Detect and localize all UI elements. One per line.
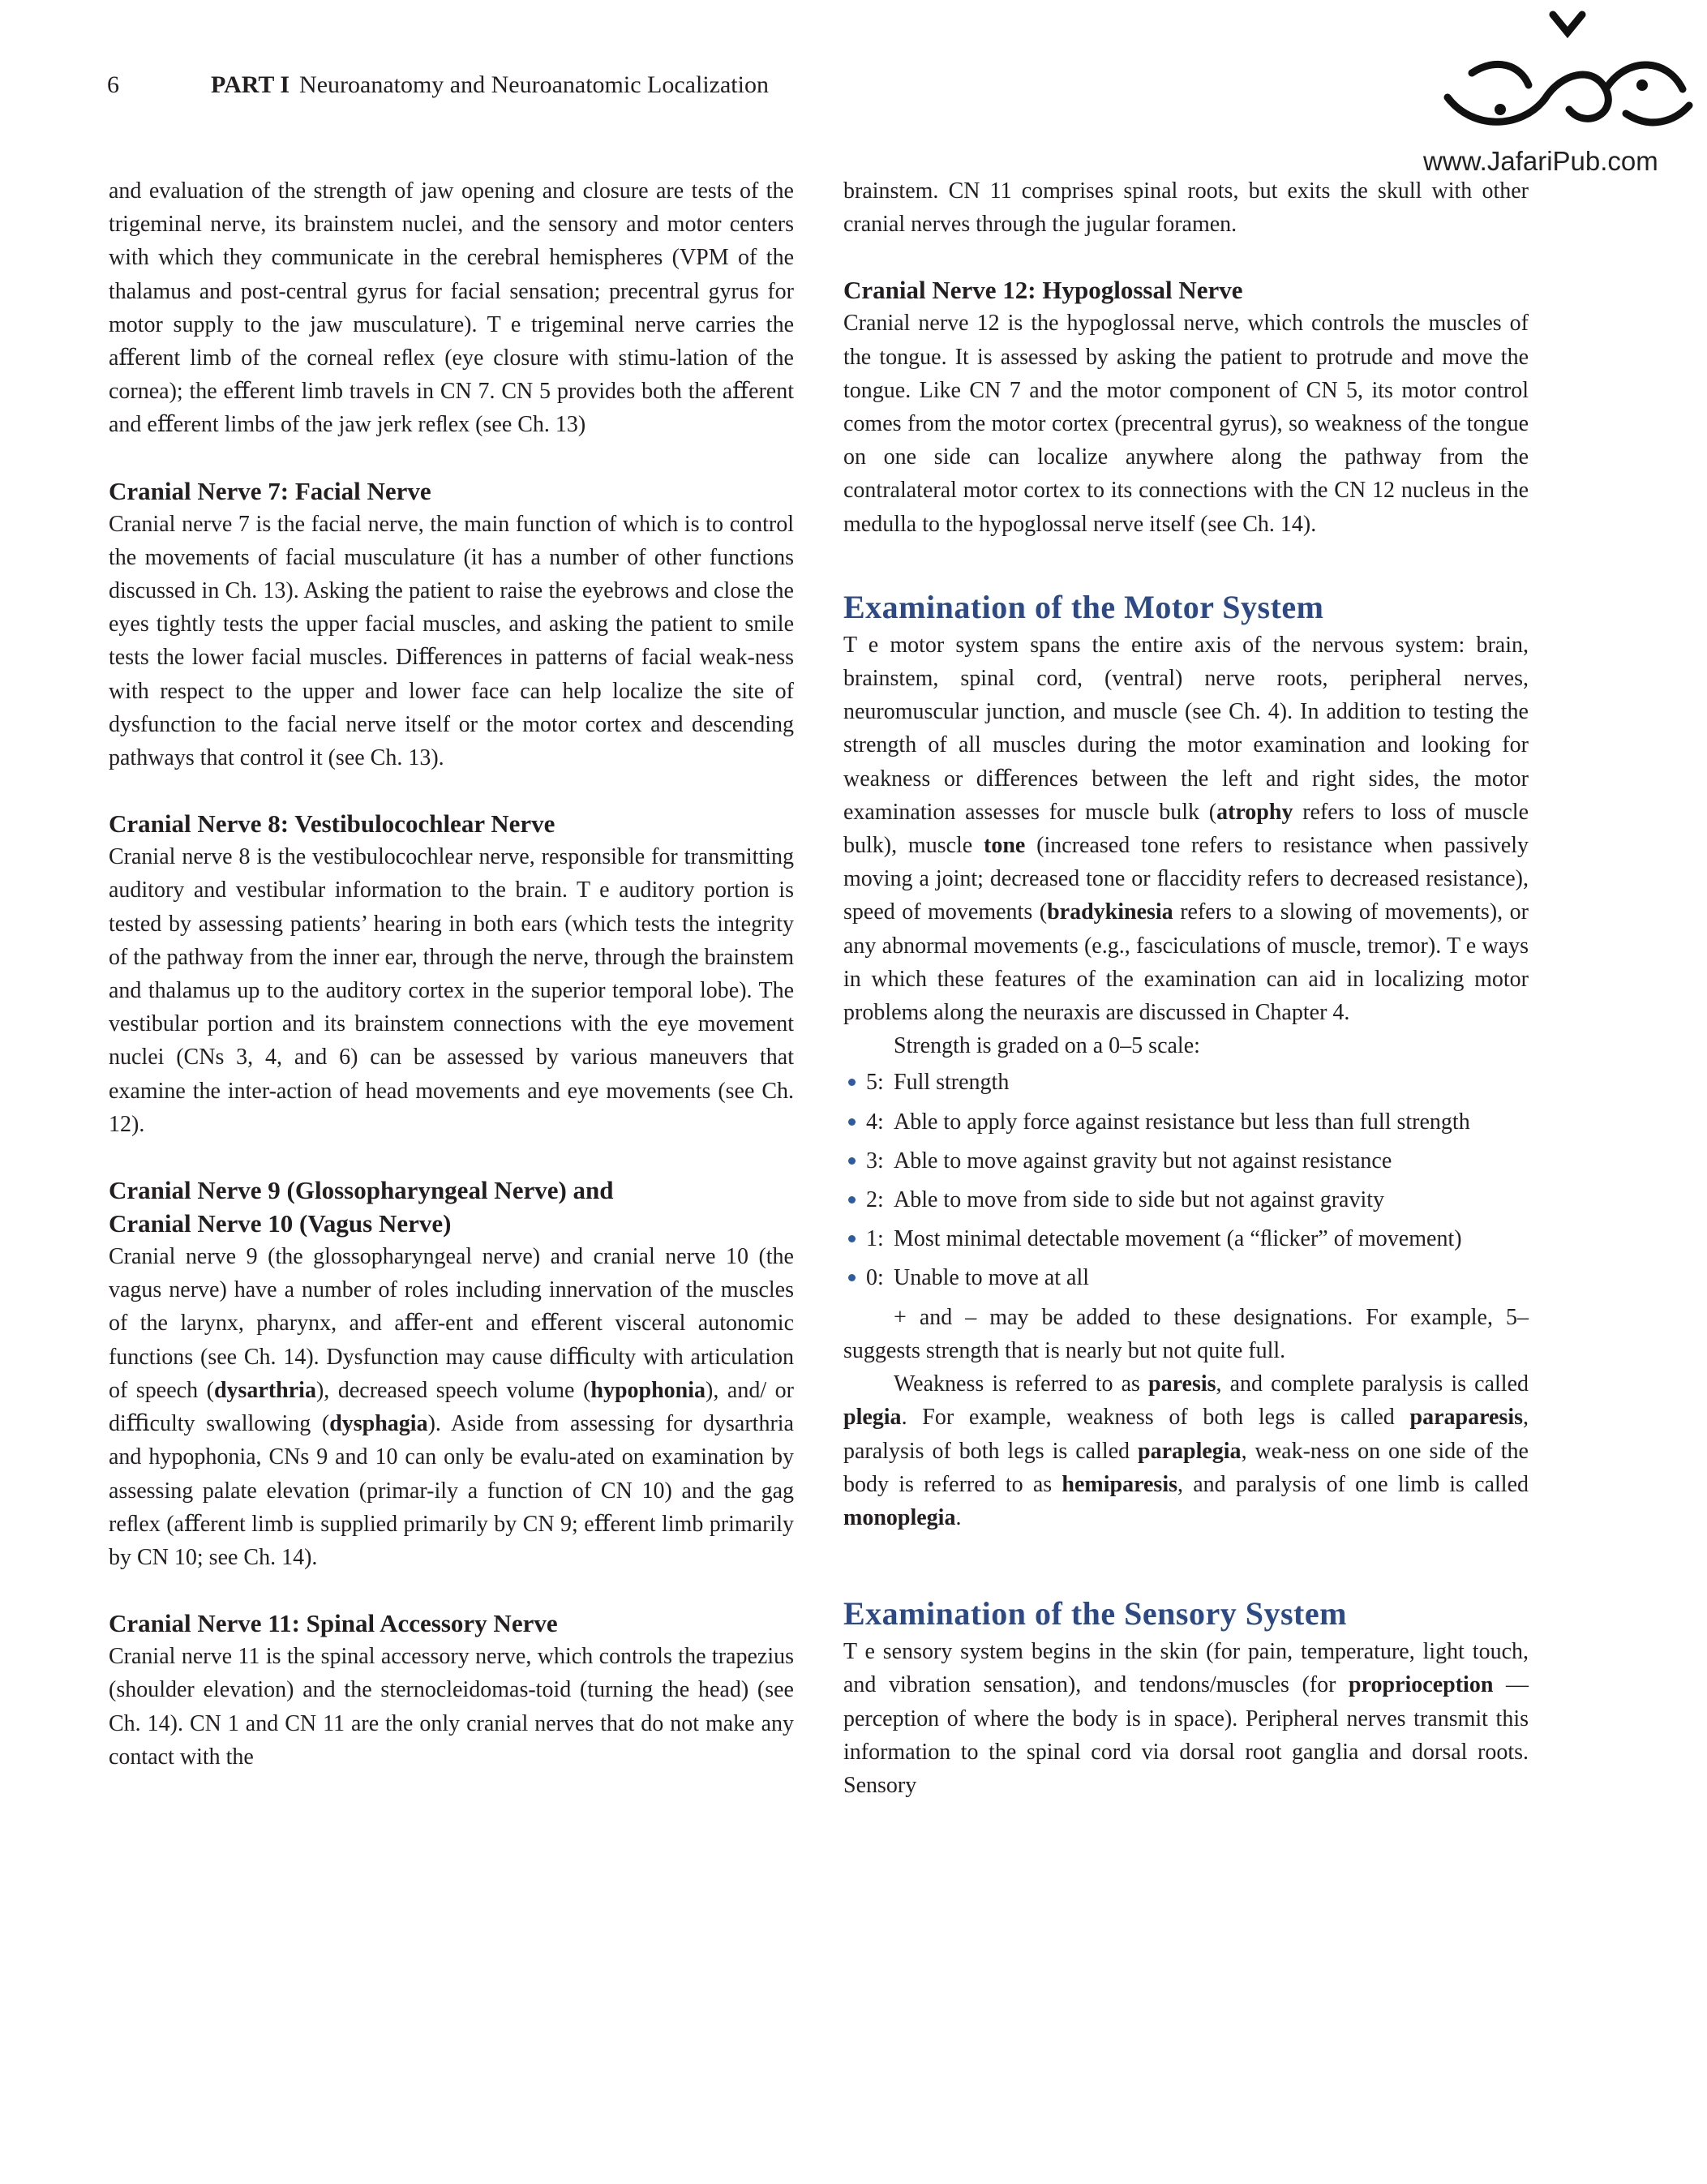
- page-number: 6: [107, 71, 119, 98]
- strength-scale-intro: Strength is graded on a 0–5 scale:: [894, 1033, 1200, 1059]
- term-tone: tone: [984, 833, 1026, 859]
- strength-scale-list: [843, 1066, 1529, 1294]
- left-column: [109, 174, 794, 1774]
- heading-cn9-line1: Cranial Nerve 9 (Glossopharyngeal Nerve) and: [109, 1176, 614, 1205]
- part-title: Neuroanatomy and Neuroanatomic Localization: [299, 71, 769, 98]
- paragraph-weakness-terms: Weakness is referred to as paresis, and complete paralysis is called plegia. For example, weakness of both legs is called paraparesis, paralysis of both legs is called paraplegia, weak-ness on one side of the body is referred to as hemiparesis, and paralysis of one limb is called monoplegia.: [843, 1371, 1529, 1530]
- term-paresis: paresis: [1148, 1371, 1216, 1397]
- list-item: 4: Able to apply force against resistance but less than full strength: [843, 1105, 1529, 1139]
- paragraph-motor-system: T e motor system spans the entire axis of the nervous system: brain, brainstem, spinal cord, (ventral) nerve roots, peripheral nerves, neuromuscular junction, and muscle (see Ch. 4). In addition to testing the strength of all muscles during the motor examination and looking for weakness or diﬀerences between the left and right sides, the motor examination assesses for muscle bulk (atrophy refers to loss of muscle bulk), muscle tone (increased tone refers to resistance when passively moving a joint; decreased tone or ﬂaccidity refers to decreased resistance), speed of movements (bradykinesia refers to a slowing of movements), or any abnormal movements (e.g., fasciculations of muscle, tremor). T e ways in which these features of the examination can aid in localizing motor problems along the neuraxis are discussed in Chapter 4.: [843, 632, 1529, 1026]
- heading-cn8: Cranial Nerve 8: Vestibulocochlear Nerve: [109, 809, 555, 839]
- paragraph-cn11: Cranial nerve 11 is the spinal accessory nerve, which controls the trapezius (shoulder elevation) and the sternocleidomas-toid (turning the head) (see Ch. 14). CN 1 and CN 11 are the only cranial nerves that do not make any contact with the: [109, 1644, 794, 1770]
- bullet-icon: [848, 1157, 856, 1165]
- part-label: PART I: [211, 71, 290, 98]
- list-item: 0: Unable to move at all: [843, 1261, 1529, 1294]
- paragraph-cn8: Cranial nerve 8 is the vestibulocochlear nerve, responsible for transmitting auditory and vestibular information to the brain. T e auditory portion is tested by assessing patients’ hearing in both ears (which tests the integrity of the pathway from the inner ear, through the nerve, through the brainstem and thalamus up to the auditory cortex in the superior temporal lobe). The vestibular portion and its brainstem connections with the eye movement nuclei (CNs 3, 4, and 6) can be assessed by various maneuvers that examine the inter-action of head movements and eye movements (see Ch. 12).: [109, 844, 794, 1137]
- bullet-icon: [848, 1196, 856, 1204]
- paragraph-cn12: Cranial nerve 12 is the hypoglossal nerve, which controls the muscles of the tongue. It is assessed by asking the patient to protrude and move the tongue. Like CN 7 and the motor component of CN 5, its motor control comes from the motor cortex (precentral gyrus), so weakness of the tongue on one side can localize anywhere along the pathway from the contralateral motor cortex to its connections with the CN 12 nucleus in the medulla to the hypoglossal nerve itself (see Ch. 14).: [843, 311, 1529, 537]
- jafari-calligraphy-logo-icon: [1423, 8, 1695, 150]
- running-header: [107, 71, 769, 99]
- paragraph-cn5-continuation: and evaluation of the strength of jaw opening and closure are tests of the trigeminal nerve, its brainstem nuclei, and the sensory and motor centers with which they communicate in the cerebral hemispheres (VPM of the thalamus and post-central gyrus for facial sensation; precentral gyrus for motor supply to the jaw musculature). T e trigeminal nerve carries the aﬀerent limb of the corneal reﬂex (eye closure with stimu-lation of the cornea); the eﬀerent limb travels in CN 7. CN 5 provides both the aﬀerent and eﬀerent limbs of the jaw jerk reﬂex (see Ch. 13): [109, 178, 794, 438]
- bullet-icon: [848, 1274, 856, 1281]
- heading-cn9-line2: Cranial Nerve 10 (Vagus Nerve): [109, 1209, 452, 1238]
- paragraph-cn11-continuation: brainstem. CN 11 comprises spinal roots, but exits the skull with other cranial nerves through the jugular foramen.: [843, 178, 1529, 238]
- list-item: 5: Full strength: [843, 1066, 1529, 1099]
- heading-motor-system: Examination of the Motor System: [843, 588, 1324, 625]
- term-plegia: plegia: [843, 1405, 902, 1431]
- heading-cn12: Cranial Nerve 12: Hypoglossal Nerve: [843, 276, 1243, 305]
- term-dysphagia: dysphagia: [329, 1411, 428, 1437]
- term-bradykinesia: bradykinesia: [1047, 899, 1173, 925]
- heading-cn7: Cranial Nerve 7: Facial Nerve: [109, 476, 431, 505]
- term-paraparesis: paraparesis: [1409, 1405, 1523, 1431]
- publisher-watermark: [1423, 8, 1695, 174]
- right-column: [843, 174, 1529, 1802]
- paragraph-plus-minus: + and – may be added to these designations. For example, 5– suggests strength that is nearly but not quite full.: [843, 1304, 1529, 1363]
- list-item: 3: Able to move against gravity but not against resistance: [843, 1144, 1529, 1178]
- term-hemiparesis: hemiparesis: [1062, 1471, 1177, 1497]
- bullet-icon: [848, 1235, 856, 1242]
- term-proprioception: proprioception: [1349, 1672, 1494, 1698]
- heading-cn11: Cranial Nerve 11: Spinal Accessory Nerve: [109, 1609, 558, 1638]
- term-hypophonia: hypophonia: [590, 1377, 706, 1403]
- term-paraplegia: paraplegia: [1138, 1438, 1242, 1464]
- paragraph-cn7: Cranial nerve 7 is the facial nerve, the main function of which is to control the movements of facial musculature (it has a number of other functions discussed in Ch. 13). Asking the patient to raise the eyebrows and close the eyes tightly tests the upper facial muscles, and asking the patient to smile tests the lower facial muscles. Diﬀerences in patterns of facial weak-ness with respect to the upper and lower face can help localize the site of dysfunction to the facial nerve itself or the motor cortex and descending pathways that control it (see Ch. 13).: [109, 511, 794, 771]
- term-monoplegia: monoplegia: [843, 1504, 956, 1530]
- list-item: 2: Able to move from side to side but not against gravity: [843, 1183, 1529, 1216]
- bullet-icon: [848, 1118, 856, 1126]
- publisher-url: www.JafariPub.com: [1423, 146, 1658, 176]
- bullet-icon: [848, 1079, 856, 1086]
- term-atrophy: atrophy: [1216, 799, 1293, 825]
- term-dysarthria: dysarthria: [213, 1377, 316, 1403]
- paragraph-sensory-system: T e sensory system begins in the skin (for pain, temperature, light touch, and vibration sensation), and tendons/muscles (for proprioception — perception of where the body is in space). Peripheral nerves transmit this information to the spinal cord via dorsal root ganglia and dorsal roots. Sensory: [843, 1639, 1529, 1798]
- list-item: 1: Most minimal detectable movement (a “ﬂicker” of movement): [843, 1222, 1529, 1255]
- heading-sensory-system: Examination of the Sensory System: [843, 1595, 1347, 1633]
- paragraph-cn9-10: Cranial nerve 9 (the glossopharyngeal nerve) and cranial nerve 10 (the vagus nerve) have a number of roles including innervation of the muscles of the larynx, pharynx, and aﬀer-ent and eﬀerent visceral autonomic functions (see Ch. 14). Dysfunction may cause diﬃculty with articulation of speech (dysarthria), decreased speech volume (hypophonia), and/ or diﬃculty swallowing (dysphagia). Aside from assessing for dysarthria and hypophonia, CNs 9 and 10 can only be evalu-ated on examination by assessing palate elevation (primar-ily a function of CN 10) and the gag reﬂex (aﬀerent limb is supplied primarily by CN 9; eﬀerent limb primarily by CN 10; see Ch. 14).: [109, 1244, 794, 1570]
